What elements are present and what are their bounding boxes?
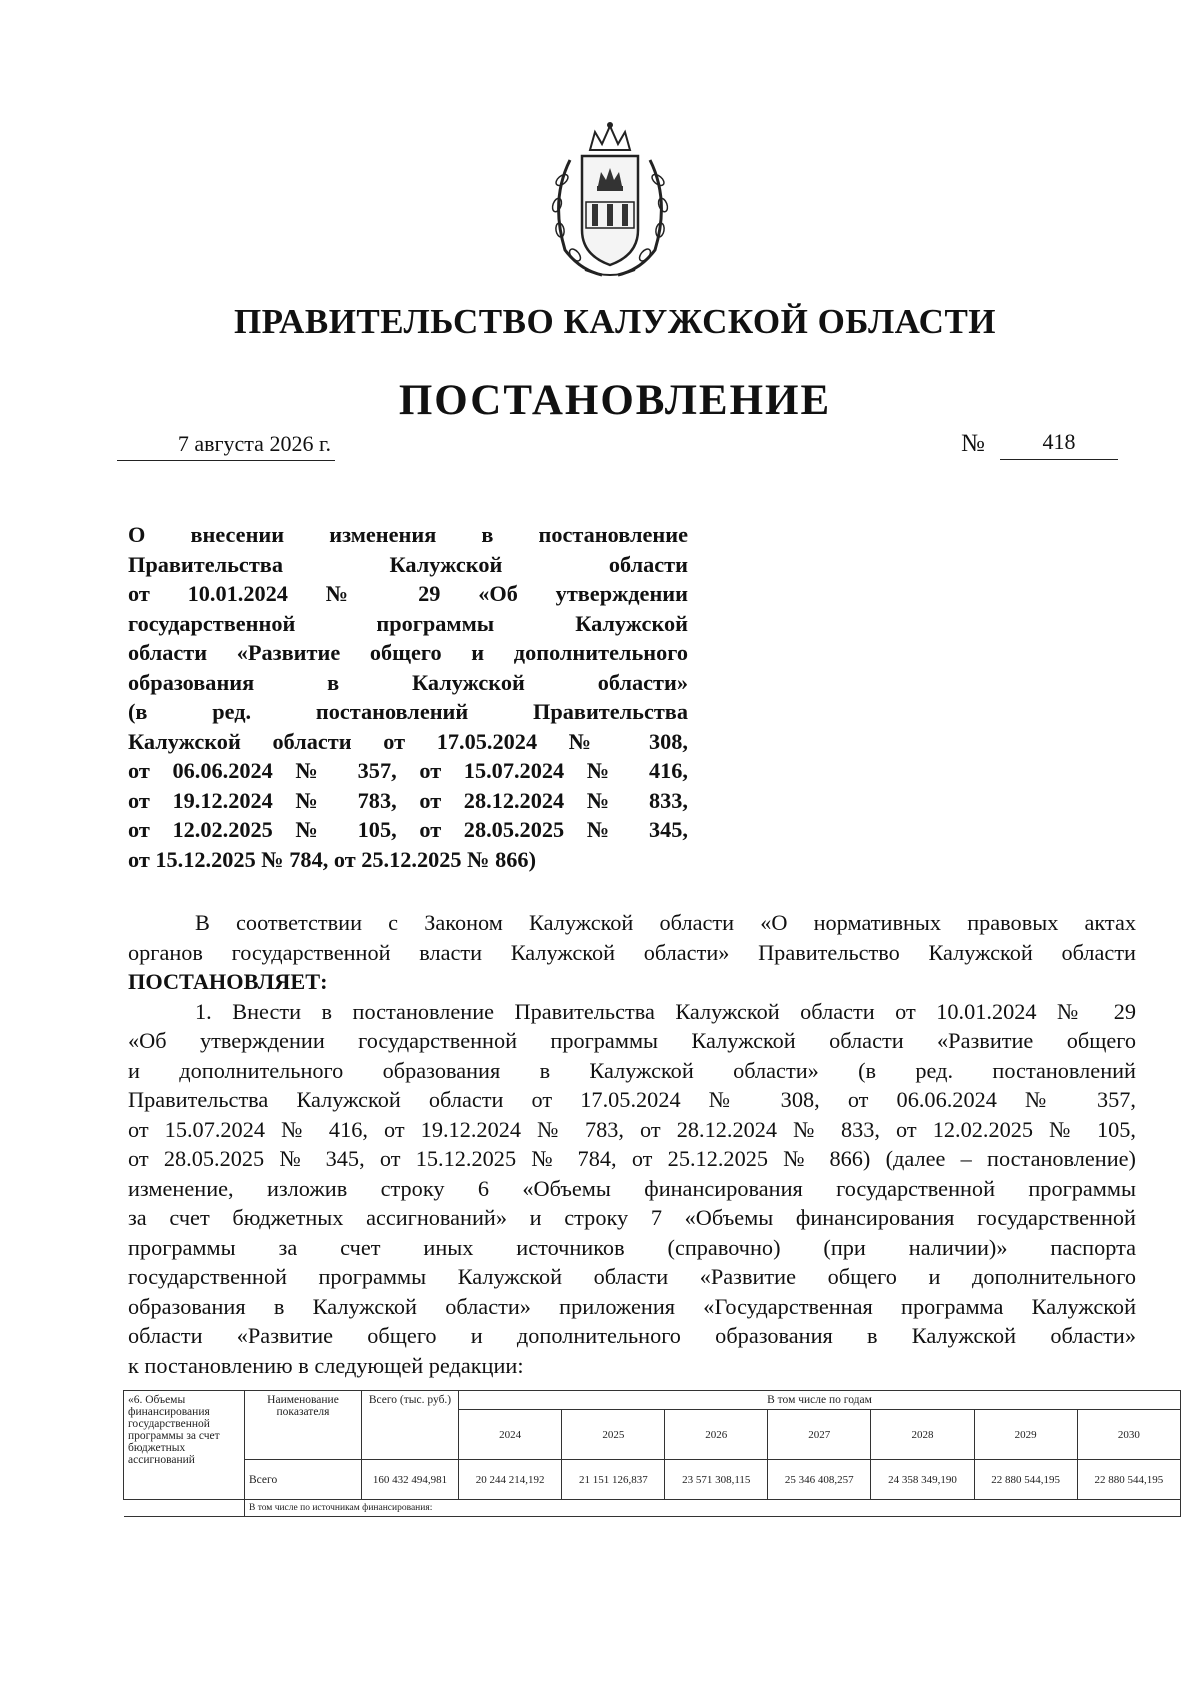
subject-line: области «Развитие общего и дополнительного — [128, 640, 688, 665]
row-title-cell: «6. Объемы финансирования государственной программы за счет бюджетных ассигнований — [124, 1391, 245, 1500]
item-line: изменение, изложив строку 6 «Объемы финансирования государственной программы — [128, 1175, 1136, 1201]
indicator-header: Наименование показателя — [245, 1391, 362, 1460]
year-header: 2027 — [768, 1410, 871, 1460]
total-label-cell: Всего — [245, 1460, 362, 1500]
year-value-cell: 23 571 308,115 — [665, 1460, 768, 1500]
subject-line: (в ред. постановлений Правительства — [128, 699, 688, 724]
item-line: программы за счет иных источников (справочно) (при наличии)» паспорта — [128, 1234, 1136, 1260]
year-header: 2026 — [665, 1410, 768, 1460]
item-line: «Об утверждении государственной программы Калужской области «Развитие общего — [128, 1028, 1136, 1053]
item-line: к постановлению в следующей редакции: — [128, 1352, 524, 1378]
table-header-row — [124, 1391, 1181, 1410]
item-line: образования в Калужской области» приложения «Государственная программа Калужской — [128, 1293, 1136, 1319]
year-header: 2024 — [459, 1410, 562, 1460]
item-line: государственной программы Калужской области «Развитие общего и дополнительного — [128, 1264, 1136, 1289]
years-group-header: В том числе по годам — [459, 1391, 1181, 1410]
total-value-cell: 160 432 494,981 — [362, 1460, 459, 1500]
preamble-line: органов государственной власти Калужской области» Правительство Калужской области — [128, 939, 1136, 965]
document-subject — [128, 520, 688, 874]
subject-line: О внесении изменения в постановление — [128, 522, 688, 547]
item-line: 1. Внести в постановление Правительства Калужской области от 10.01.2024 № 29 — [195, 998, 1136, 1024]
sources-label-cell: В том числе по источникам финансирования: — [245, 1500, 1181, 1517]
item-line: за счет бюджетных ассигнований» и строку 7 «Объемы финансирования государственной — [128, 1205, 1136, 1230]
document-number-label: № — [961, 430, 985, 457]
item-line: и дополнительного образования в Калужской области» (в ред. постановлений — [128, 1057, 1136, 1083]
item-line: Правительства Калужской области от 17.05.2024 № 308, от 06.06.2024 № 357, — [128, 1087, 1136, 1112]
item-line: от 15.07.2024 № 416, от 19.12.2024 № 783, от 28.12.2024 № 833, от 12.02.2025 № 105, — [128, 1116, 1136, 1142]
document-number: 418 — [1000, 425, 1118, 460]
financing-table — [123, 1390, 1181, 1517]
total-header: Всего (тыс. руб.) — [362, 1391, 459, 1460]
document-type-title: ПОСТАНОВЛЕНИЕ — [398, 377, 832, 424]
subject-line: от 19.12.2024 № 783, от 28.12.2024 № 833, — [128, 787, 688, 813]
subject-line: от 06.06.2024 № 357, от 15.07.2024 № 416, — [128, 758, 688, 783]
subject-line: Калужской области от 17.05.2024 № 308, — [128, 728, 688, 754]
subject-line: Правительства Калужской области — [128, 551, 688, 577]
coat-of-arms-emblem — [540, 120, 680, 280]
document-date: 7 августа 2026 г. — [117, 427, 335, 461]
table-row — [124, 1460, 1181, 1500]
document-body — [128, 908, 1136, 1380]
item-line: области «Развитие общего и дополнительного образования в Калужской области» — [128, 1323, 1136, 1348]
subject-line: образования в Калужской области» — [128, 669, 688, 695]
year-value-cell: 22 880 544,195 — [1077, 1460, 1180, 1500]
decree-word: ПОСТАНОВЛЯЕТ: — [128, 969, 328, 994]
year-value-cell: 22 880 544,195 — [974, 1460, 1077, 1500]
year-header: 2025 — [562, 1410, 665, 1460]
year-value-cell: 20 244 214,192 — [459, 1460, 562, 1500]
year-header: 2030 — [1077, 1410, 1180, 1460]
year-value-cell: 24 358 349,190 — [871, 1460, 974, 1500]
subject-line: государственной программы Калужской — [128, 610, 688, 636]
year-value-cell: 25 346 408,257 — [768, 1460, 871, 1500]
table-row — [124, 1500, 1181, 1517]
year-header: 2029 — [974, 1410, 1077, 1460]
year-value-cell: 21 151 126,837 — [562, 1460, 665, 1500]
year-header: 2028 — [871, 1410, 974, 1460]
subject-line: от 10.01.2024 № 29 «Об утверждении — [128, 581, 688, 606]
organization-title: ПРАВИТЕЛЬСТВО КАЛУЖСКОЙ ОБЛАСТИ — [233, 302, 997, 341]
subject-line: от 12.02.2025 № 105, от 28.05.2025 № 345, — [128, 817, 688, 842]
subject-line: от 15.12.2025 № 784, от 25.12.2025 № 866) — [128, 846, 537, 872]
preamble-line: В соответствии с Законом Калужской области «О нормативных правовых актах — [195, 910, 1136, 935]
item-line: от 28.05.2025 № 345, от 15.12.2025 № 784, от 25.12.2025 № 866) (далее – постановление) — [128, 1146, 1136, 1171]
